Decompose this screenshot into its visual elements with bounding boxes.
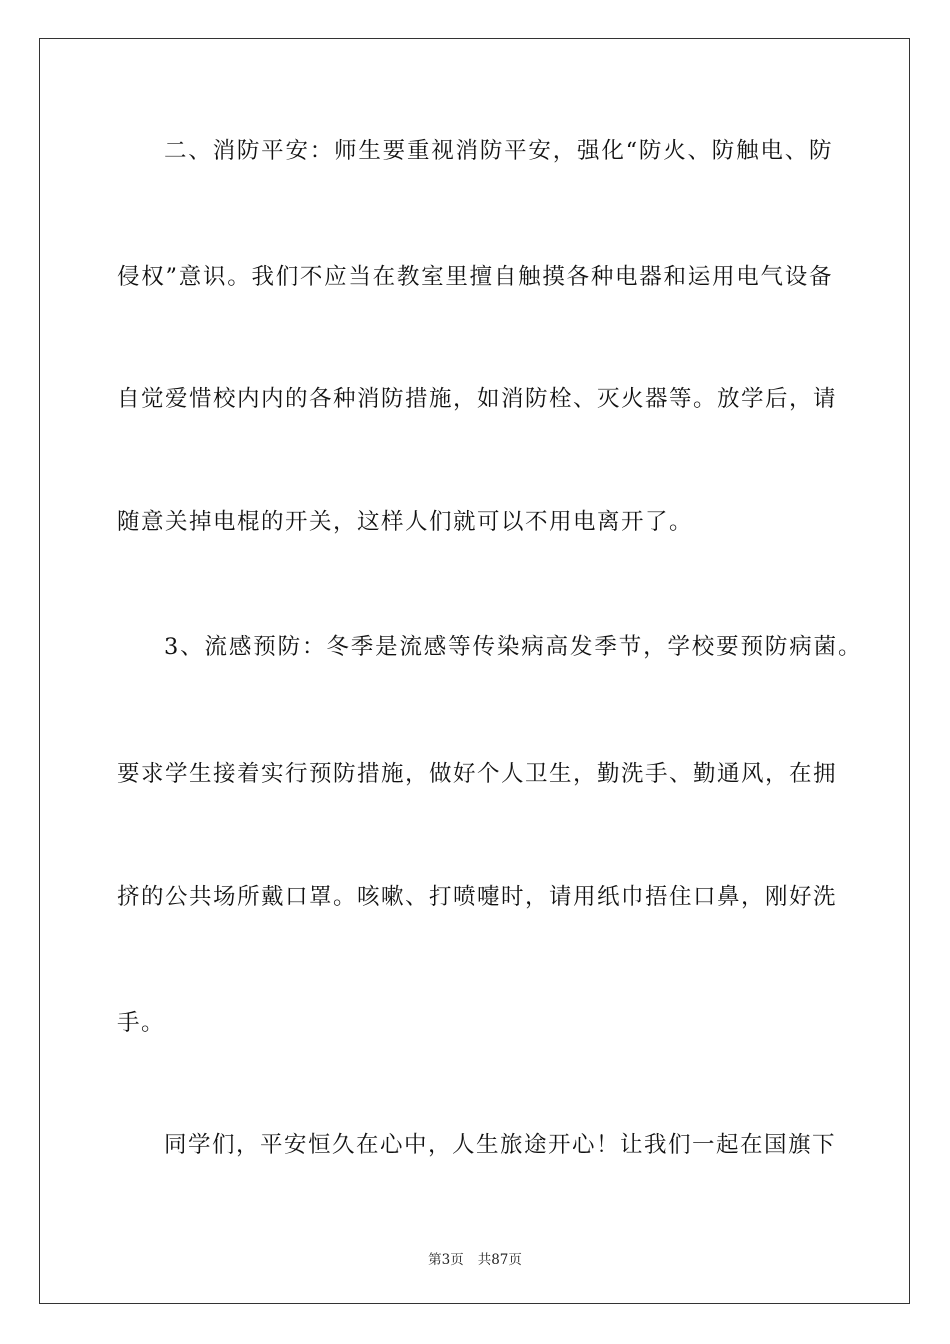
paragraph-line: 同学们，平安恒久在心中，人生旅途开心！让我们一起在国旗下 [164,1132,837,1158]
paragraph-line: 要求学生接着实行预防措施，做好个人卫生，勤洗手、勤通风，在拥 [117,761,838,787]
paragraph-line: 侵权”意识。我们不应当在教室里擅自触摸各种电器和运用电气设备 [117,264,833,290]
paragraph-line: 手。 [117,1010,166,1036]
paragraph-line: 随意关掉电棍的开关，这样人们就可以不用电离开了。 [117,509,694,535]
page-footer [0,1248,950,1268]
paragraph-line: 二、消防平安：师生要重视消防平安，强化“防火、防触电、防 [164,138,833,164]
page-total: 共87页 [477,1252,522,1268]
paragraph-line: 自觉爱惜校内内的各种消防措施，如消防栓、灭火器等。放学后，请 [117,386,838,412]
page-border [39,38,910,1304]
page-number: 第3页 [428,1252,464,1268]
paragraph-line: 3、流感预防：冬季是流感等传染病高发季节，学校要预防病菌。 [164,634,862,660]
paragraph-line: 挤的公共场所戴口罩。咳嗽、打喷嚏时，请用纸巾捂住口鼻，刚好洗 [117,884,838,910]
